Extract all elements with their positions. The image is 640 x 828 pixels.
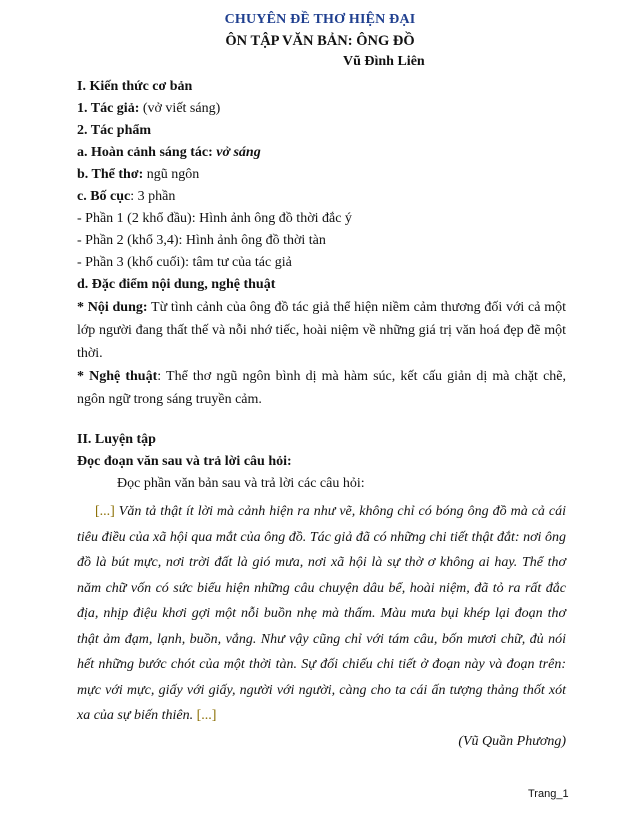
- features-title: d. Đặc điểm nội dung, nghệ thuật: [77, 277, 276, 292]
- layout-label: c. Bố cục: [77, 189, 131, 204]
- author-line: [77, 98, 566, 120]
- quoted-passage: [77, 499, 566, 729]
- part-item: - Phần 2 (khổ 3,4): Hình ảnh ông đồ thời tàn: [77, 233, 326, 248]
- document-body: [77, 76, 566, 753]
- content-label: * Nội dung:: [77, 300, 148, 315]
- section1-title: I. Kiến thức cơ bản: [77, 79, 193, 94]
- content-text: Từ tình cảnh của ông đồ tác giả thể hiện niềm cảm thương đối với cả một lớp người đang thất thế và nỗi nhớ tiếc, hoài niệm về những giá trị văn hoá đẹp đẽ một thời.: [77, 300, 566, 361]
- layout-value: : 3 phần: [130, 189, 176, 204]
- part-item: - Phần 3 (khổ cuối): tâm tư của tác giả: [77, 255, 292, 270]
- ellipsis-bracket-open: [...]: [95, 504, 115, 519]
- content-paragraph: [77, 296, 566, 365]
- quote-source: (Vũ Quần Phương): [458, 733, 566, 749]
- form-value: ngũ ngôn: [143, 167, 200, 182]
- work-title: 2. Tác phẩm: [77, 123, 152, 138]
- lesson-title: ÔN TẬP VĂN BẢN: ÔNG ĐỒ: [225, 33, 415, 49]
- quote-text: Văn tả thật ít lời mà cảnh hiện ra như vẽ, không chỉ có bóng ông đồ mà cả cái tiêu điều của xã hội qua mắt của ông đồ. Tác giả đã có những chi tiết thật đắt: nơi ông đồ là bút mực, nơi trời đất là gió mưa, nơi xã hội là sự thờ ơ không ai hay. Thể thơ năm chữ vốn có sức biểu hiện những câu chuyện dâu bể, hoài niệm, đã tỏ ra rất đắc địa, nhịp điệu khơi gợi một nỗi buồn nhẹ mà thấm. Màu mưa bụi khép lại đoạn thơ thật ảm đạm, lạnh, buồn, vắng. Như vậy cũng chỉ với tám câu, bốn mươi chữ, đủ nói hết những bước chót của một thời tàn. Sự đối chiếu chi tiết ở đoạn này và đoạn trên: mực với mực, giấy với giấy, người với người, càng cho ta cái ấn tượng thảng thốt xót xa của sự biến thiên.: [77, 504, 566, 723]
- layout-line: [77, 186, 566, 208]
- context-label: a. Hoàn cảnh sáng tác:: [77, 145, 213, 160]
- ellipsis-bracket-close: [...]: [196, 708, 217, 723]
- task-title: Đọc đoạn văn sau và trả lời câu hỏi:: [77, 454, 292, 469]
- art-paragraph: [77, 365, 566, 411]
- context-line: [77, 142, 566, 164]
- art-label: * Nghệ thuật: [77, 369, 158, 384]
- author-text: (vở viết sáng): [139, 101, 221, 116]
- context-value: vở sáng: [212, 145, 261, 160]
- art-text: : Thể thơ ngũ ngôn bình dị mà hàm súc, kết cấu giản dị mà chặt chẽ, ngôn ngữ trong sáng truyền cảm.: [77, 369, 566, 407]
- form-label: b. Thể thơ:: [77, 167, 144, 182]
- author-label: 1. Tác giả:: [77, 101, 140, 116]
- instruction-text: Đọc phần văn bản sau và trả lời các câu hỏi:: [117, 476, 365, 491]
- topic-title: CHUYÊN ĐỀ THƠ HIỆN ĐẠI: [224, 12, 416, 27]
- poem-author: Vũ Đình Liên: [343, 54, 425, 69]
- form-line: [77, 164, 566, 186]
- page-number: Trang_1: [528, 788, 569, 800]
- part-item: - Phần 1 (2 khổ đầu): Hình ảnh ông đồ thời đắc ý: [77, 211, 352, 226]
- section2-title: II. Luyện tập: [77, 432, 156, 447]
